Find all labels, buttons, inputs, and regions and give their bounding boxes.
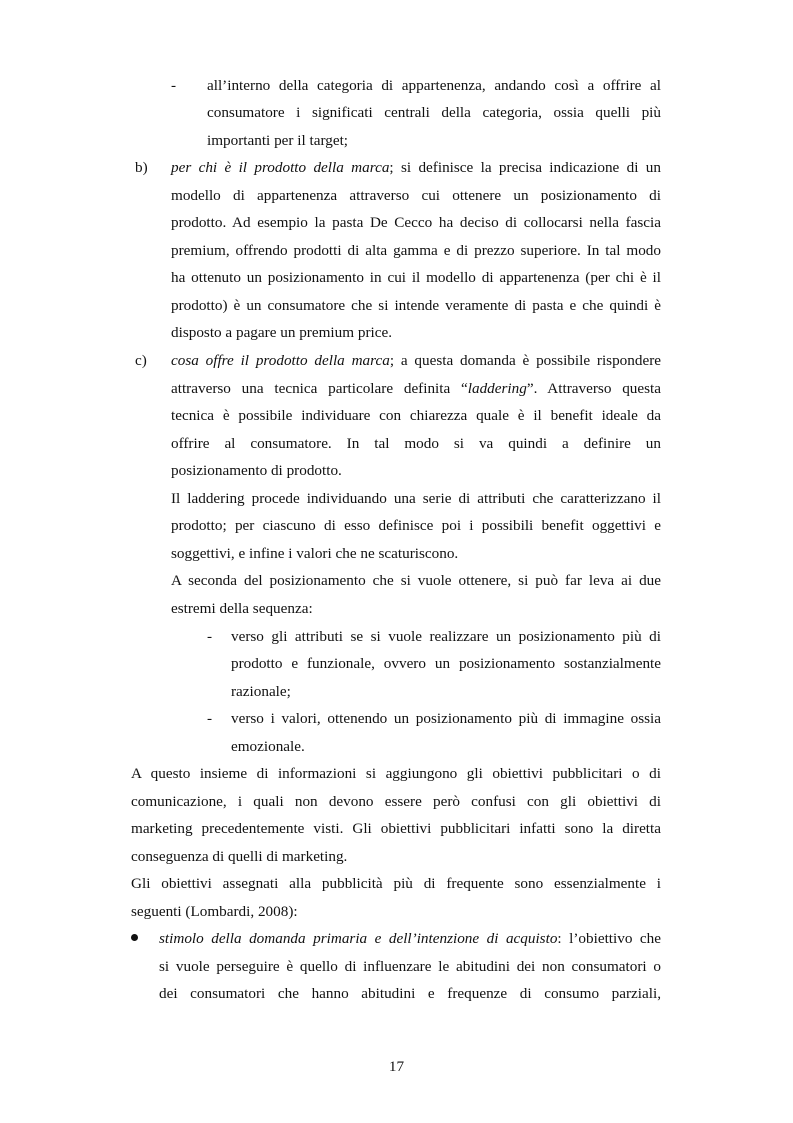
text-line: posizionamento di prodotto. [171, 462, 342, 479]
text-line: A questo insieme di informazioni si aggiungono gli obiettivi pubblicitari o di [131, 765, 661, 782]
bullet-icon [131, 934, 138, 941]
text-line: A seconda del posizionamento che si vuole ottenere, si può far leva ai due [171, 572, 661, 589]
page-number: 17 [388, 1058, 405, 1075]
list-dash: - [171, 77, 177, 94]
text-line: tecnica è possibile individuare con chiarezza quale è il benefit ideale da [171, 407, 661, 424]
list-dash: - [207, 628, 213, 645]
text-line: dei consumatori che hanno abitudini e frequenze di consumo parziali, [159, 985, 661, 1002]
text-line: attraverso una tecnica particolare definita “laddering”. Attraverso questa [171, 380, 661, 397]
text-line: consumatore i significati centrali della categoria, ossia quelli più [207, 104, 661, 121]
text-line: Gli obiettivi assegnati alla pubblicità più di frequente sono essenzialmente i [131, 875, 661, 892]
text-line: prodotto. Ad esempio la pasta De Cecco ha deciso di collocarsi nella fascia [171, 214, 661, 231]
text-line: cosa offre il prodotto della marca; a questa domanda è possibile rispondere [171, 352, 662, 369]
text-line: marketing precedentemente visti. Gli obiettivi pubblicitari infatti sono la diretta [131, 820, 661, 837]
text-line: prodotto e funzionale, ovvero un posizionamento sostanzialmente [231, 655, 661, 672]
text-line: comunicazione, i quali non devono essere però confusi con gli obiettivi di [131, 793, 661, 810]
text-line: conseguenza di quelli di marketing. [131, 848, 348, 865]
text-line: stimolo della domanda primaria e dell’intenzione di acquisto: l’obiettivo che [159, 930, 661, 947]
text-line: estremi della sequenza: [171, 600, 313, 617]
list-label-c: c) [135, 352, 147, 369]
text-line: disposto a pagare un premium price. [171, 324, 392, 341]
text-line: Il laddering procede individuando una serie di attributi che caratterizzano il [171, 490, 661, 507]
text-line: razionale; [231, 683, 291, 700]
text-line: importanti per il target; [207, 132, 349, 149]
emphasis: laddering [467, 380, 527, 397]
text-line: seguenti (Lombardi, 2008): [131, 903, 298, 920]
text-line: ha ottenuto un posizionamento in cui il modello di appartenenza (per chi è il [171, 269, 661, 286]
list-label-b: b) [135, 159, 148, 176]
text-line: all’interno della categoria di appartenenza, andando così a offrire al [207, 77, 661, 94]
text-line: prodotto) è un consumatore che si intende veramente di pasta e che quindi è [171, 297, 661, 314]
text-line: emozionale. [231, 738, 305, 755]
emphasis: stimolo della domanda primaria e dell’intenzione di acquisto [159, 930, 558, 947]
list-dash: - [207, 710, 213, 727]
text-line: si vuole perseguire è quello di influenzare le abitudini dei non consumatori o [159, 958, 661, 975]
text-line: verso i valori, ottenendo un posizionamento più di immagine ossia [231, 710, 661, 727]
emphasis: per chi è il prodotto della marca [171, 159, 390, 176]
text-line: offrire al consumatore. In tal modo si va quindi a definire un [171, 435, 661, 452]
text-line: verso gli attributi se si vuole realizzare un posizionamento più di [231, 628, 661, 645]
text-line: premium, offrendo prodotti di alta gamma e di prezzo superiore. In tal modo [171, 242, 661, 259]
text-line: per chi è il prodotto della marca; si definisce la precisa indicazione di un [171, 159, 661, 176]
text-line: modello di appartenenza attraverso cui ottenere un posizionamento di [171, 187, 661, 204]
text-line: soggettivi, e infine i valori che ne scaturiscono. [171, 545, 459, 562]
text-line: prodotto; per ciascuno di esso definisce poi i possibili benefit oggettivi e [171, 517, 661, 534]
emphasis: cosa offre il prodotto della marca [171, 352, 390, 369]
